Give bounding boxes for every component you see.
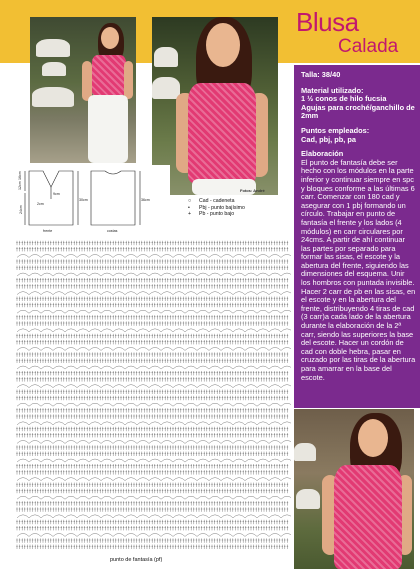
stitch-row	[16, 284, 288, 288]
chart-row	[16, 266, 288, 270]
chart-row	[16, 297, 288, 301]
single-crochet-icon: +	[188, 211, 192, 218]
page-title: Blusa	[296, 7, 359, 37]
stitch-row	[16, 266, 288, 270]
front-label: frente	[43, 229, 53, 233]
chart-row	[16, 321, 288, 325]
chain-arch-row	[17, 459, 291, 462]
chart-row	[16, 464, 288, 468]
chart-row	[16, 396, 288, 400]
chain-stitch-icon: ○	[188, 198, 192, 204]
legend-item	[188, 205, 288, 212]
chart-row	[17, 478, 291, 481]
slip-stitch-icon: •	[188, 204, 190, 211]
stitch-row	[16, 408, 288, 412]
chart-row	[16, 259, 288, 263]
model-full-photo	[30, 17, 136, 163]
chain-arch-row	[17, 478, 291, 481]
blouse-shape	[92, 55, 126, 95]
stitch-row	[16, 427, 288, 431]
chart-row	[16, 414, 288, 418]
dim-label: 16cm	[18, 171, 22, 180]
stitches-heading: Puntos empleados:	[301, 125, 370, 135]
chain-arch-row	[17, 440, 291, 443]
legend-label: Pb - punto bajo	[199, 211, 235, 218]
chart-row	[16, 470, 288, 474]
stitch-row	[16, 359, 288, 363]
fountain-shape	[36, 39, 70, 57]
materials-line: 1 ½ conos de hilo fucsia	[301, 94, 387, 104]
legend-item	[188, 211, 288, 218]
stitch-row	[16, 390, 288, 394]
stitch-row	[16, 433, 288, 437]
schematic-drawing	[15, 165, 170, 237]
chart-row	[17, 496, 291, 499]
chart-row	[16, 352, 288, 356]
materials-block	[301, 87, 416, 121]
dim-label: 12cm	[18, 181, 22, 190]
elaboration-block	[301, 150, 416, 382]
stitch-row	[16, 247, 288, 251]
dim-label: 24cm	[19, 205, 23, 214]
chart-row	[16, 445, 288, 449]
stitch-row	[16, 396, 288, 400]
chain-arch-row	[17, 347, 291, 350]
chain-arch-row	[17, 533, 291, 536]
arm-shape	[124, 61, 133, 99]
chart-row	[16, 371, 288, 375]
stitch-row	[16, 538, 288, 542]
chain-arch-row	[17, 496, 291, 499]
chart-row	[16, 359, 288, 363]
stitch-row	[16, 545, 288, 549]
chart-row	[16, 390, 288, 394]
legend-label: Pbj - punto bajísimo	[199, 204, 245, 211]
stitches-block	[301, 127, 416, 144]
fountain-shape	[32, 87, 74, 107]
dim-label: 30cm	[79, 198, 88, 202]
chart-row	[16, 247, 288, 251]
model-alt-photo	[294, 409, 414, 569]
fountain-shape	[294, 443, 316, 461]
chart-row	[17, 329, 291, 332]
chart-row	[16, 278, 288, 282]
stitch-row	[16, 507, 288, 511]
blouse-shape	[334, 465, 402, 569]
legend-label: Cad - cadeneta	[199, 198, 235, 204]
chart-row	[16, 538, 288, 542]
chart-row	[16, 433, 288, 437]
chart-row	[16, 489, 288, 493]
page-subtitle: Calada	[338, 36, 399, 57]
pants-shape	[88, 95, 128, 163]
chart-row	[16, 377, 288, 381]
stitch-row	[16, 321, 288, 325]
stitch-row	[16, 452, 288, 456]
chart-row	[16, 520, 288, 524]
fountain-shape	[154, 47, 178, 67]
model-closeup-photo	[152, 17, 278, 195]
stitch-row	[16, 483, 288, 487]
chart-row	[16, 284, 288, 288]
chart-caption: punto de fantasía (pf)	[110, 557, 163, 563]
chain-arch-row	[17, 254, 291, 257]
chain-arch-row	[17, 310, 291, 313]
materials-line: Agujas para croché/ganchillo de 2mm	[301, 102, 415, 121]
fountain-shape	[42, 62, 66, 76]
title-block	[294, 5, 420, 60]
stitch-row	[16, 501, 288, 505]
chart-row	[17, 385, 291, 388]
chart-row	[16, 408, 288, 412]
chart-row	[17, 292, 291, 295]
stitches-text: Cad, pbj, pb, pa	[301, 134, 357, 144]
stitch-row	[16, 259, 288, 263]
chart-row	[16, 483, 288, 487]
face-shape	[206, 23, 240, 67]
chart-row	[17, 254, 291, 257]
stitch-row	[16, 377, 288, 381]
fountain-shape	[296, 489, 320, 509]
chart-row	[17, 533, 291, 536]
chain-arch-row	[17, 329, 291, 332]
chart-row	[16, 303, 288, 307]
chart-row	[17, 273, 291, 276]
chart-row	[17, 422, 291, 425]
blouse-shape	[188, 83, 256, 183]
stitch-row	[16, 520, 288, 524]
back-outline	[91, 171, 135, 225]
materials-heading: Material utilizado:	[301, 85, 364, 95]
chart-row	[17, 310, 291, 313]
chart-row	[17, 403, 291, 406]
stitch-legend	[188, 198, 288, 218]
photo-credit: Fotos: André	[240, 188, 265, 193]
stitch-row	[16, 352, 288, 356]
chart-row	[16, 427, 288, 431]
chart-row	[17, 459, 291, 462]
chart-row	[16, 452, 288, 456]
chart-row	[16, 501, 288, 505]
instructions-panel	[294, 65, 420, 408]
stitch-row	[16, 470, 288, 474]
stitch-row	[16, 334, 288, 338]
chart-row	[17, 347, 291, 350]
stitch-row	[16, 303, 288, 307]
chain-arch-row	[17, 385, 291, 388]
crochet-stitch-chart	[15, 240, 291, 555]
stitch-row	[16, 526, 288, 530]
dim-label: 9cm	[53, 192, 60, 196]
stitch-row	[16, 315, 288, 319]
stitch-row	[16, 445, 288, 449]
chart-row	[17, 366, 291, 369]
back-label: costas	[107, 229, 118, 233]
stitch-row	[16, 489, 288, 493]
chart-row	[16, 526, 288, 530]
chart-row	[16, 340, 288, 344]
size-text: Talla: 38/40	[301, 70, 341, 79]
chain-arch-row	[17, 292, 291, 295]
stitch-row	[16, 371, 288, 375]
elaboration-heading: Elaboración	[301, 149, 344, 159]
chart-row	[17, 515, 291, 518]
dim-label: 36cm	[141, 198, 150, 202]
stitch-row	[16, 414, 288, 418]
stitch-row	[16, 464, 288, 468]
chain-arch-row	[17, 273, 291, 276]
fountain-shape	[152, 77, 180, 99]
chart-row	[16, 315, 288, 319]
stitch-row	[16, 340, 288, 344]
face-shape	[101, 27, 119, 49]
chart-row	[16, 507, 288, 511]
face-shape	[358, 419, 388, 457]
chain-arch-row	[17, 366, 291, 369]
chain-arch-row	[17, 515, 291, 518]
chart-row	[16, 334, 288, 338]
chart-row	[16, 545, 288, 549]
elaboration-text: El punto de fantasía debe ser hecho con los módulos en la parte inferior y continuar siempre en spc y bloques conforme a las últimas 6 carr. Comenzar con 180 cad y asegurar con 1 pbj formando un círculo. Trabajar en punto de fantasía el frente y los lados (4 módulos) en carr circulares por 24cms. A partir de ahí continuar las partes por separado para formar las sisas, el escote y la abertura del frente, siguiendo las dimensiones del esquema. Unir los hombros con puntada invisible. Hacer 2 carr de pb en las sisas, en el escote y en la abertura del frente, distribuyendo 4 tiras de cad (3 carr)a cada lado de la abertura durante la elaboración de la 2ª carr, siendo las superiores la base del escote. Hacer un cordón de cad con doble hebra, pasar en cruzado por las tiras de la abertura para amarrar en la base del escote.	[301, 157, 416, 382]
chart-row	[17, 440, 291, 443]
chart-row	[16, 241, 288, 245]
stitch-row	[16, 241, 288, 245]
legend-item	[188, 198, 288, 205]
stitch-row	[16, 278, 288, 282]
chain-arch-row	[17, 422, 291, 425]
stitch-row	[16, 297, 288, 301]
dim-label: 2cm	[37, 202, 44, 206]
chain-arch-row	[17, 403, 291, 406]
garment-schematic	[15, 165, 170, 237]
chart-stitch-rows	[16, 241, 291, 549]
